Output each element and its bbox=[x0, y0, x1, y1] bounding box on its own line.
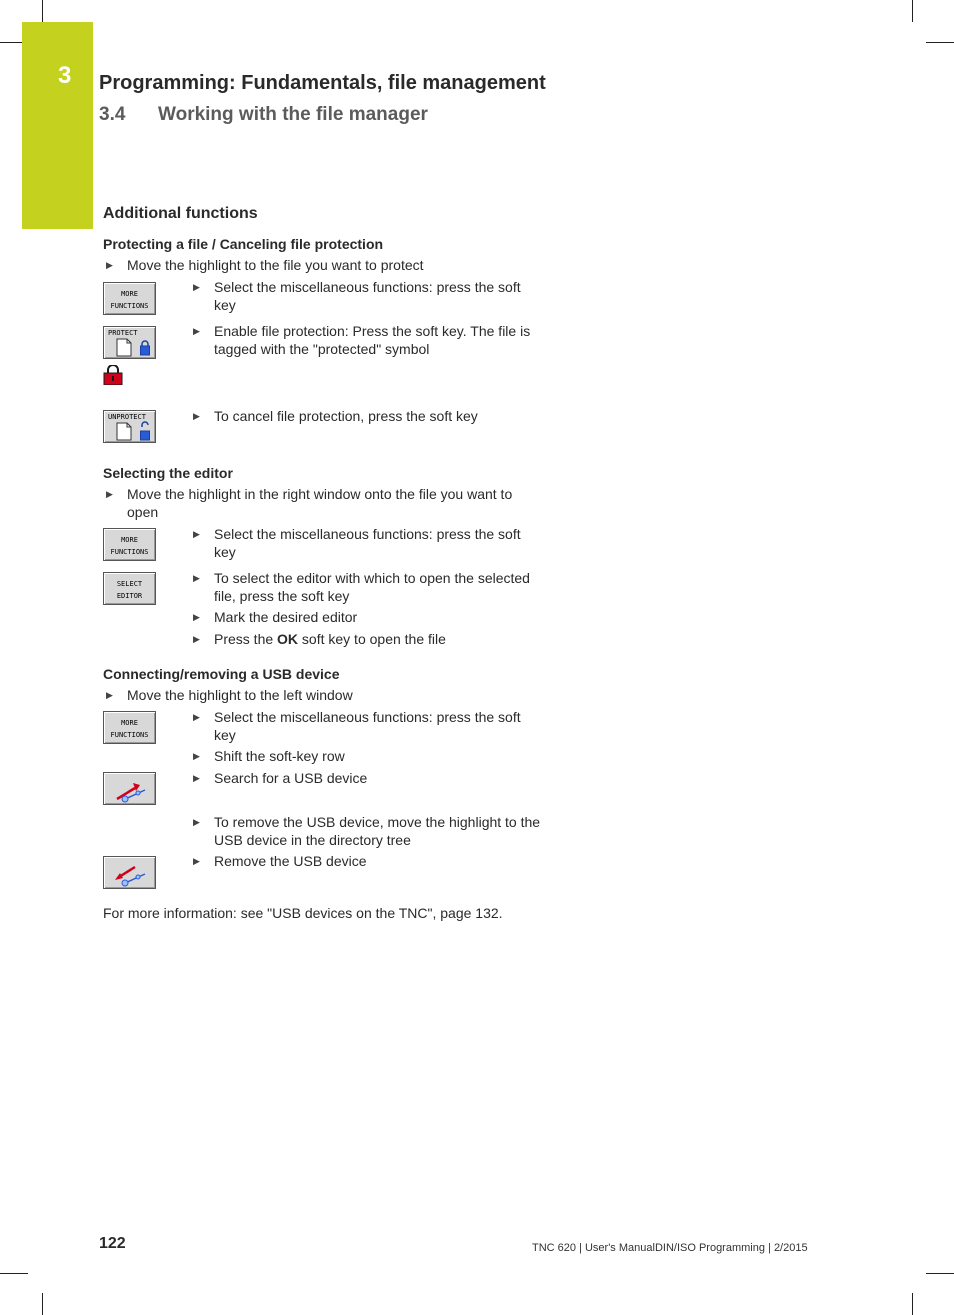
chapter-number: 3 bbox=[58, 62, 72, 89]
list-item: ▶ To remove the USB device, move the highlight to the USB device in the directory tree bbox=[193, 814, 541, 848]
bullet-arrow-icon: ▶ bbox=[106, 690, 113, 700]
section-heading: Additional functions bbox=[103, 205, 258, 222]
file-unlock-icon bbox=[103, 410, 156, 443]
usb-remove-softkey[interactable] bbox=[103, 856, 156, 889]
crop-mark bbox=[912, 0, 913, 22]
crop-mark bbox=[42, 1293, 43, 1315]
list-item: ▶ Remove the USB device bbox=[193, 853, 367, 869]
list-item: ▶ Select the miscellaneous functions: press the soft key bbox=[193, 526, 521, 560]
bullet-arrow-icon: ▶ bbox=[193, 856, 200, 866]
list-item: ▶ To cancel file protection, press the soft key bbox=[193, 408, 478, 424]
list-item: ▶ Select the miscellaneous functions: press the soft key bbox=[193, 709, 521, 743]
bullet-arrow-icon: ▶ bbox=[193, 612, 200, 622]
crop-mark bbox=[912, 1293, 913, 1315]
list-item: ▶ To select the editor with which to open the selected file, press the soft key bbox=[193, 570, 530, 604]
bullet-arrow-icon: ▶ bbox=[193, 712, 200, 722]
section-title: Working with the file manager bbox=[158, 104, 428, 125]
chapter-tab bbox=[22, 22, 93, 229]
bullet-arrow-icon: ▶ bbox=[193, 773, 200, 783]
bullet-arrow-icon: ▶ bbox=[193, 634, 200, 644]
usb-remove-icon bbox=[103, 856, 156, 889]
list-item: ▶ Enable file protection: Press the soft key. The file is tagged with the "protected" symbol bbox=[193, 323, 531, 357]
protected-lock-icon bbox=[103, 365, 123, 385]
more-info-text: For more information: see "USB devices on the TNC", page 132. bbox=[103, 905, 503, 921]
bullet-arrow-icon: ▶ bbox=[193, 326, 200, 336]
list-item: ▶ Select the miscellaneous functions: press the soft key bbox=[193, 279, 521, 313]
crop-mark bbox=[926, 1273, 954, 1274]
file-lock-icon bbox=[103, 326, 156, 359]
more-functions-softkey[interactable]: MORE FUNCTIONS bbox=[103, 282, 156, 315]
more-functions-softkey[interactable]: MORE FUNCTIONS bbox=[103, 528, 156, 561]
list-item: ▶ Press the OK soft key to open the file bbox=[193, 631, 446, 647]
section-number: 3.4 bbox=[99, 104, 126, 125]
page-number: 122 bbox=[99, 1235, 126, 1252]
subheading-editor: Selecting the editor bbox=[103, 465, 233, 481]
more-functions-softkey[interactable]: MORE FUNCTIONS bbox=[103, 711, 156, 744]
list-item: ▶ Shift the soft-key row bbox=[193, 748, 345, 764]
list-item: ▶ Mark the desired editor bbox=[193, 609, 358, 625]
footer-doc-info: TNC 620 | User's ManualDIN/ISO Programming | 2/2015 bbox=[532, 1242, 808, 1254]
bullet-arrow-icon: ▶ bbox=[193, 529, 200, 539]
select-editor-softkey[interactable]: SELECT EDITOR bbox=[103, 572, 156, 605]
list-item: ▶ Move the highlight to the file you want to protect bbox=[106, 257, 424, 273]
list-item: ▶ Move the highlight to the left window bbox=[106, 687, 353, 703]
chapter-title: Programming: Fundamentals, file management bbox=[99, 72, 546, 94]
list-item: ▶ Search for a USB device bbox=[193, 770, 368, 786]
bullet-arrow-icon: ▶ bbox=[106, 489, 113, 499]
usb-connect-icon bbox=[103, 772, 156, 805]
crop-mark bbox=[42, 0, 43, 22]
list-item: ▶ Move the highlight in the right window onto the file you want to open bbox=[106, 486, 513, 520]
bullet-arrow-icon: ▶ bbox=[193, 817, 200, 827]
bullet-arrow-icon: ▶ bbox=[106, 260, 113, 270]
unprotect-softkey[interactable]: UNPROTECT bbox=[103, 410, 156, 443]
subheading-protect: Protecting a file / Canceling file protection bbox=[103, 236, 384, 252]
crop-mark bbox=[926, 42, 954, 43]
bullet-arrow-icon: ▶ bbox=[193, 282, 200, 292]
crop-mark bbox=[0, 1273, 28, 1274]
subheading-usb: Connecting/removing a USB device bbox=[103, 666, 340, 682]
bullet-arrow-icon: ▶ bbox=[193, 573, 200, 583]
usb-connect-softkey[interactable] bbox=[103, 772, 156, 805]
protect-softkey[interactable]: PROTECT bbox=[103, 326, 156, 359]
bullet-arrow-icon: ▶ bbox=[193, 411, 200, 421]
bullet-arrow-icon: ▶ bbox=[193, 751, 200, 761]
